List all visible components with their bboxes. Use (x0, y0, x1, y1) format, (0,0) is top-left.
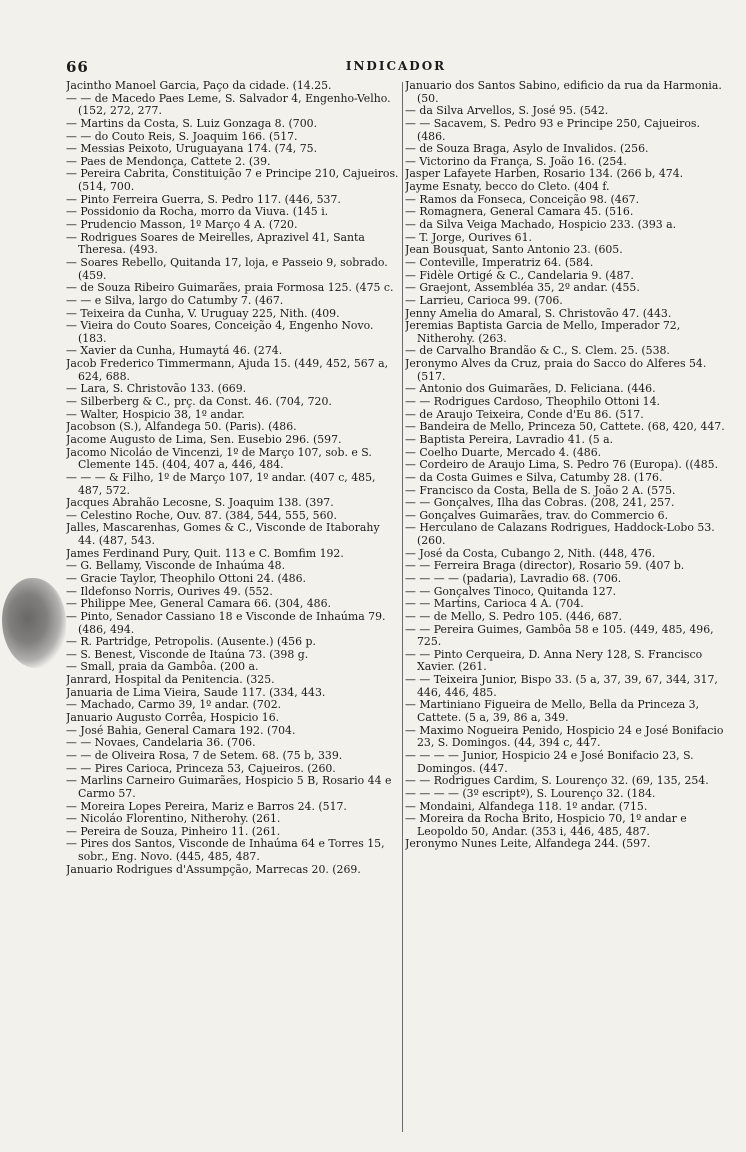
directory-entry: — — — & Filho, 1º de Março 107, 1º andar. (407 c, 485, 487, 572. (66, 470, 376, 497)
directory-entry: — R. Partridge, Petropolis. (Ausente.) (456 p. (66, 635, 316, 649)
directory-entry: — Walter, Hospicio 38, 1º andar. (66, 407, 245, 421)
directory-entry: — T. Jorge, Ourives 61. (405, 230, 533, 244)
directory-entry: — Romagnera, General Camara 45. (516. (405, 205, 634, 219)
directory-entry: — da Costa Guimes e Silva, Catumby 28. (176. (405, 470, 663, 484)
directory-entry: — — Rodrigues Cardoso, Theophilo Ottoni 14. (405, 395, 660, 409)
directory-entry: — — Ferreira Braga (director), Rosario 59. (407 b. (405, 559, 685, 573)
directory-entry: — Maximo Nogueira Penido, Hospicio 24 e José Bonifacio 23, S. Domingos. (44, 394 c, 447. (405, 723, 724, 750)
directory-entry: — Prudencio Masson, 1º Março 4 A. (720. (66, 218, 298, 232)
directory-entry: — — Pinto Cerqueira, D. Anna Nery 128, S. Francisco Xavier. (261. (405, 647, 703, 674)
directory-entry: — — Novaes, Candelaria 36. (706. (66, 736, 256, 750)
directory-entry: Janrard, Hospital da Penitencia. (325. (66, 673, 275, 687)
directory-entry: Jeremias Baptista Garcia de Mello, Imperador 72, Nitherohy. (263. (405, 319, 681, 345)
directory-entry: — Pereira de Souza, Pinheiro 11. (261. (66, 824, 281, 838)
directory-entry: — Mondaini, Alfandega 118. 1º andar. (715. (405, 799, 648, 813)
directory-entry: — Vieira do Couto Soares, Conceição 4, Engenho Novo. (183. (66, 319, 374, 345)
directory-entry: James Ferdinand Pury, Quit. 113 e C. Bomfim 192. (66, 546, 344, 560)
left-column (66, 80, 399, 1140)
directory-entry: Jacques Abrahão Lecosne, S. Joaquim 138. (397. (66, 496, 334, 510)
directory-entry: — Messias Peixoto, Uruguayana 174. (74, 75. (66, 142, 318, 156)
directory-entry: — — Gonçalves, Ilha das Cobras. (208, 241, 257. (405, 496, 675, 510)
directory-entry: — Machado, Carmo 39, 1º andar. (702. (66, 698, 282, 712)
directory-entry: — Xavier da Cunha, Humaytá 46. (274. (66, 344, 283, 358)
directory-entry: — — — — Junior, Hospicio 24 e José Bonifacio 23, S. Domingos. (447. (405, 748, 694, 775)
directory-entry: — Graejont, Assembléa 35, 2º andar. (455. (405, 281, 640, 295)
directory-entry: — — de Oliveira Rosa, 7 de Setem. 68. (75 b, 339. (66, 748, 343, 762)
directory-entry: — — Pereira Guimes, Gambôa 58 e 105. (449, 485, 496, 725. (405, 622, 714, 649)
directory-entry: Jeronymo Nunes Leite, Alfandega 244. (597. (405, 837, 651, 851)
directory-entry: Jean Bousquat, Santo Antonio 23. (605. (405, 243, 623, 257)
directory-entry: — de Araujo Teixeira, Conde d'Eu 86. (517. (405, 407, 644, 421)
directory-entry: — da Silva Arvellos, S. José 95. (542. (405, 104, 609, 118)
directory-entry: — — — — (padaria), Lavradio 68. (706. (405, 571, 622, 585)
directory-entry: — Gracie Taylor, Theophilo Ottoni 24. (486. (66, 571, 307, 585)
directory-entry: — — — — (3º escriptº), S. Lourenço 32. (184. (405, 786, 656, 800)
directory-entry: — Nicoláo Florentino, Nitherohy. (261. (66, 812, 281, 826)
directory-entry: — — Pires Carioca, Princeza 53, Cajueiros. (260. (66, 761, 336, 775)
directory-entry: — — Teixeira Junior, Bispo 33. (5 a, 37, 39, 67, 344, 317, 446, 446, 485. (405, 673, 718, 699)
directory-entry: — da Silva Veiga Machado, Hospicio 233. (393 a. (405, 218, 677, 232)
directory-entry: — Lara, S. Christovão 133. (669. (66, 382, 247, 396)
directory-entry: — Rodrigues Soares de Meirelles, Aprazivel 41, Santa Theresa. (493. (66, 230, 365, 257)
directory-entry: — — Gonçalves Tinoco, Quitanda 127. (405, 584, 617, 598)
directory-entry: — — Sacavem, S. Pedro 93 e Principe 250, Cajueiros. (486. (405, 116, 700, 143)
column-divider (402, 82, 403, 1132)
directory-entry: — Celestino Roche, Ouv. 87. (384, 544, 555, 560. (66, 508, 337, 522)
directory-entry: — Silberberg & C., prç. da Const. 46. (704, 720. (66, 395, 332, 409)
directory-entry: — Teixeira da Cunha, V. Uruguay 225, Nith. (409. (66, 306, 340, 320)
directory-entry: — — Martins, Carioca 4 A. (704. (405, 597, 584, 611)
directory-entry: — Pereira Cabrita, Constituição 7 e Principe 210, Cajueiros. (514, 700. (66, 167, 399, 194)
directory-entry: — Ildefonso Norris, Ourives 49. (552. (66, 584, 273, 598)
running-title: INDICADOR (345, 59, 447, 73)
directory-entry: — Pinto Ferreira Guerra, S. Pedro 117. (446, 537. (66, 192, 341, 206)
directory-entry: — Herculano de Calazans Rodrigues, Haddock-Lobo 53. (260. (405, 521, 715, 548)
directory-entry: — José Bahia, General Camara 192. (704. (66, 723, 296, 737)
directory-entry: — — de Mello, S. Pedro 105. (446, 687. (405, 609, 623, 623)
directory-entry: — G. Bellamy, Visconde de Inhaúma 48. (66, 559, 286, 573)
directory-entry: — Small, praia da Gambôa. (200 a. (66, 660, 259, 674)
page-header (66, 58, 726, 80)
directory-entry: — Possidonio da Rocha, morro da Viuva. (145 i. (66, 205, 329, 219)
directory-entry: — Philippe Mee, General Camara 66. (304, 486. (66, 597, 332, 611)
directory-entry: — Cordeiro de Araujo Lima, S. Pedro 76 (Europa). ((485. (405, 458, 719, 472)
directory-entry: Januario dos Santos Sabino, edificio da rua da Harmonia. (50. (405, 80, 722, 105)
directory-entry: Januario Rodrigues d'Assumpção, Marrecas 20. (269. (66, 862, 361, 876)
directory-entry: — Soares Rebello, Quitanda 17, loja, e Passeio 9, sobrado. (459. (66, 255, 388, 282)
page-number: 66 (66, 58, 89, 76)
directory-entry: — Pinto, Senador Cassiano 18 e Visconde de Inhaúma 79. (486, 494. (66, 609, 386, 636)
directory-entry: Jacobson (S.), Alfandega 50. (Paris). (486. (66, 420, 297, 434)
directory-entry: Jacintho Manoel Garcia, Paço da cidade. (14.25. (66, 80, 332, 92)
directory-entry: Jayme Esnaty, becco do Cleto. (404 f. (405, 180, 610, 194)
directory-entry: Januario Augusto Corrêa, Hospicio 16. (66, 711, 280, 725)
ink-blot-image (2, 578, 66, 668)
directory-entry: — — e Silva, largo do Catumby 7. (467. (66, 293, 284, 307)
directory-entry: — Antonio dos Guimarães, D. Feliciana. (446. (405, 382, 656, 396)
directory-entry: Jalles, Mascarenhas, Gomes & C., Visconde de Itaborahy 44. (487, 543. (66, 521, 380, 548)
directory-entry: — de Souza Braga, Asylo de Invalidos. (256. (405, 142, 649, 156)
right-column (405, 80, 727, 1140)
directory-entry: — Ramos da Fonseca, Conceição 98. (467. (405, 192, 640, 206)
directory-entry: — Paes de Mendonça, Cattete 2. (39. (66, 154, 271, 168)
directory-entry: — Martins da Costa, S. Luiz Gonzaga 8. (700. (66, 116, 318, 130)
directory-entry: — S. Benest, Visconde de Itaúna 73. (398 g. (66, 647, 309, 661)
directory-entry: — Conteville, Imperatriz 64. (584. (405, 255, 594, 269)
directory-entry: Jacome Augusto de Lima, Sen. Eusebio 296. (597. (66, 432, 342, 446)
directory-entry: — Moreira da Rocha Brito, Hospicio 70, 1º andar e Leopoldo 50, Andar. (353 i, 446, 485, 487. (405, 812, 687, 838)
directory-entry: — Gonçalves Guimarães, trav. do Commercio 6. (405, 508, 669, 522)
directory-entry: Jasper Lafayete Harben, Rosario 134. (266 b, 474. (405, 167, 684, 181)
directory-entry: — Martiniano Figueira de Mello, Bella da Princeza 3, Cattete. (5 a, 39, 86 a, 349. (405, 698, 700, 725)
directory-entry: — Victorino da França, S. João 16. (254. (405, 154, 627, 168)
directory-entry: Januaria de Lima Vieira, Saude 117. (334, 443. (66, 685, 326, 699)
directory-entry: Jacob Frederico Timmermann, Ajuda 15. (449, 452, 567 a, 624, 688. (66, 357, 389, 383)
directory-entry: — Francisco da Costa, Bella de S. João 2 A. (575. (405, 483, 676, 497)
directory-entry: — Fidèle Ortigé & C., Candelaria 9. (487. (405, 268, 634, 282)
directory-entry: Jenny Amelia do Amaral, S. Christovão 47. (443. (405, 306, 672, 320)
directory-entry: — Marlins Carneiro Guimarães, Hospicio 5 B, Rosario 44 e Carmo 57. (66, 774, 392, 800)
directory-entry: — de Souza Ribeiro Guimarães, praia Formosa 125. (475 c. (66, 281, 394, 295)
directory-entry: Jacomo Nicoláo de Vincenzi, 1º de Março 107, sob. e S. Clemente 145. (404, 407 a, 446, 484. (66, 445, 372, 472)
directory-entry: — José da Costa, Cubango 2, Nith. (448, 476. (405, 546, 656, 560)
directory-entry: — Larrieu, Carioca 99. (706. (405, 293, 563, 307)
directory-entry: — Moreira Lopes Pereira, Mariz e Barros 24. (517. (66, 799, 347, 813)
directory-entry: — — do Couto Reis, S. Joaquim 166. (517. (66, 129, 298, 143)
directory-entry: — — de Macedo Paes Leme, S. Salvador 4, Engenho-Velho. (152, 272, 277. (66, 91, 391, 118)
directory-entry: — Bandeira de Mello, Princeza 50, Cattete. (68, 420, 447. (405, 420, 725, 434)
directory-entry: — Coelho Duarte, Mercado 4. (486. (405, 445, 602, 459)
directory-entry: — — Rodrigues Cardim, S. Lourenço 32. (69, 135, 254. (405, 774, 709, 788)
directory-entry: — Pires dos Santos, Visconde de Inhaúma 64 e Torres 15, sobr., Eng. Novo. (445, 485, 487. (66, 837, 385, 864)
directory-entry: — Baptista Pereira, Lavradio 41. (5 a. (405, 432, 614, 446)
directory-entry: — de Carvalho Brandão & C., S. Clem. 25. (538. (405, 344, 670, 358)
directory-entry: Jeronymo Alves da Cruz, praia do Sacco do Alferes 54. (517. (405, 357, 707, 383)
